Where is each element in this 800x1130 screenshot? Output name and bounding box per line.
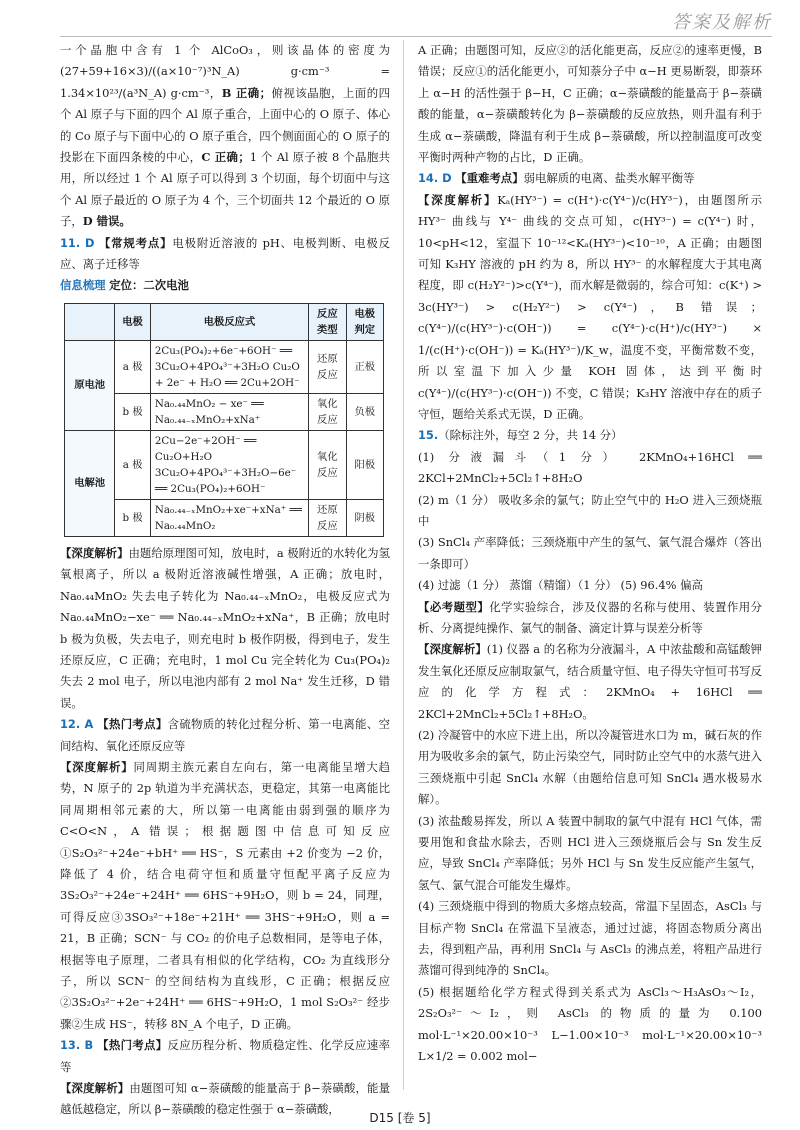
- q13-analysis: 【深度解析】由题图可知 α−萘磺酸的能量高于 β−萘磺酸，能量越低越稳定，所以 β−萘磺酸的稳定性强于 α−萘磺酸，: [60, 1081, 390, 1117]
- q15-topic: 【必考题型】化学实验综合，涉及仪器的名称与使用、装置作用分析、分离提纯操作、氯气的制备、滴定计算与误差分析等: [418, 599, 762, 635]
- q12-analysis: 【深度解析】同周期主族元素自左向右，第一电离能呈增大趋势，N 原子的 2p 轨道为半充满状态，更稳定，其第一电离能比同周期相邻元素的大，所以第一电离能由弱到强的顺序为 C<O<N，A 错误；根据题图中信息可知反应①S₂O₃²⁻+24e⁻+bH⁺ ══ HS⁻，S 元素由 +2 价变为 −2 价，降低了 4 价，结合电荷守恒和质量守恒配平离子反应为 3S₂O₃²⁻+24e⁻+24H⁺ ══ 6HS⁻+9H₂O，则 b = 24，同理，可得反应③3SO₃²⁻+18e⁻+21H⁺ ══ 3HS⁻+9H₂O，则 a = 21，B 正确；SCN⁻ 与 CO₂ 的价电子总数相同，是等电子体，根据等电子原理，二者具有相似的化学结构，CO₂ 为直线形分子，所以 SCN⁻ 的空间结构为直线形，C 正确；根据反应②3S₂O₃²⁻+2e⁻+24H⁺ ══ 6HS⁻+9H₂O，1 mol S₂O₃²⁻ 经步骤②生成 HS⁻，转移 8N_A 个电子，D 正确。: [60, 759, 390, 1031]
- header-rule: [60, 36, 772, 37]
- cell-mode: 原电池: [65, 340, 115, 430]
- cell-electrode: b 极: [115, 393, 151, 430]
- cell-equation: 2Cu₃(PO₄)₂+6e⁻+6OH⁻ ══ 3Cu₂O+4PO₄³⁻+3H₂O Cu₂O + 2e⁻ + H₂O ══ 2Cu+2OH⁻: [150, 340, 308, 393]
- cell-electrode: a 极: [115, 430, 151, 499]
- electrode-reaction-table: [64, 303, 384, 537]
- cell-equation: Na₀.₄₄₋ₓMnO₂+xe⁻+xNa⁺ ══ Na₀.₄₄MnO₂: [150, 499, 308, 536]
- cell-electrode: a 极: [115, 340, 151, 393]
- q15-analysis-4: (4) 三颈烧瓶中得到的物质大多熔点较高，常温下呈固态，AsCl₃ 与目标产物 SnCl₄ 在常温下呈液态，通过过滤，将固态物质分离出去，得到粗产品，再利用 SnCl₄ 与 AsCl₃ 的沸点差，将粗产品进行蒸馏可得到纯净的 SnCl₄。: [418, 899, 762, 978]
- right-column: [418, 40, 762, 1068]
- q15-answer-1: (1) 分液漏斗（1 分） 2KMnO₄+16HCl ══ 2KCl+2MnCl₂+5Cl₂↑+8H₂O: [418, 449, 762, 486]
- q13-continuation: A 正确；由题图可知，反应②的活化能更高，反应②的速率更慢，B 错误；反应①的活化能更小，可知萘分子中 α−H 更易断裂，即萘环上 α−H 的活性强于 β−H，C 正确；α−萘磺酸的能量高于 β−萘磺酸的能量，α−萘磺酸转化为 β−萘磺酸的反应放热，则升温有利于生成 α−萘磺酸，降温有利于生成 β−萘磺酸，所以控制温度可改变平衡时两种产物的占比，D 正确。: [418, 43, 762, 165]
- cell-reaction-type: 还原反应: [309, 340, 346, 393]
- q11-analysis: 【深度解析】由题给原理图可知，放电时，a 极附近的水转化为氢氧根离子，所以 a 极附近溶液碱性增强，A 正确；放电时，Na₀.₄₄MnO₂ 失去电子转化为 Na₀.₄₄₋ₓMnO₂，电极反应式为 Na₀.₄₄MnO₂−xe⁻ ══ Na₀.₄₄₋ₓMnO₂+xNa⁺，B 正确；放电时 b 极为负极，失去电子，则充电时 b 极作阴极，得到电子，发生还原反应，C 正确；充电时，1 mol Cu 完全转化为 Cu₃(PO₄)₂ 失去 2 mol 电子，所以电池内部有 2 mol Na⁺ 发生迁移，D 错误。: [60, 545, 390, 710]
- table-header: 电极反应式: [150, 303, 308, 340]
- q15-answer-4: (4) 过滤（1 分） 蒸馏（精馏）（1 分） (5) 96.4% 偏高: [418, 578, 703, 593]
- q14-heading: 14. D 【重难考点】弱电解质的电离、盐类水解平衡等: [418, 171, 695, 186]
- table-row: [65, 430, 384, 499]
- q12-heading: 12. A 【热门考点】含硫物质的转化过程分析、第一电离能、空间结构、氧化还原反应等: [60, 717, 390, 753]
- cell-polarity: 负极: [346, 393, 383, 430]
- q13-heading: 13. B 【热门考点】反应历程分析、物质稳定性、化学反应速率等: [60, 1038, 390, 1074]
- cell-equation: Na₀.₄₄MnO₂ − xe⁻ ══ Na₀.₄₄₋ₓMnO₂+xNa⁺: [150, 393, 308, 430]
- cell-equation: 2Cu−2e⁻+2OH⁻ ══ Cu₂O+H₂O 3Cu₂O+4PO₄³⁻+3H₂O−6e⁻ ══ 2Cu₃(PO₄)₂+6OH⁻: [150, 430, 308, 499]
- header-title: 答案及解析: [672, 12, 772, 33]
- table-header: 电极判定: [346, 303, 383, 340]
- table-header: [65, 303, 115, 340]
- q15-heading: 15.（除标注外，每空 2 分，共 14 分）: [418, 428, 623, 443]
- cell-reaction-type: 氧化反应: [309, 393, 346, 430]
- cell-polarity: 阴极: [346, 499, 383, 536]
- q14-analysis: 【深度解析】Kₐ(HY³⁻) = c(H⁺)·c(Y⁴⁻)/c(HY³⁻)，由题图所示 HY³⁻ 曲线与 Y⁴⁻ 曲线的交点可知，c(HY³⁻) = c(Y⁴⁻) 时，10<pH<12，室温下 10⁻¹²<Kₐ(HY³⁻)<10⁻¹⁰，A 正确；由题图可知 K₃HY 溶液的 pH 约为 8，所以 HY³⁻ 的水解程度大于其电离程度，即 c(H₂Y²⁻)>c(Y⁴⁻)，而水解是微弱的，综合可知：c(K⁺) > 3c(HY³⁻) > c(H₂Y²⁻) > c(Y⁴⁻)，B 错误；c(Y⁴⁻)/(c(HY³⁻)·c(OH⁻)) = c(Y⁴⁻)·c(H⁺)/c(HY³⁻) × 1/(c(H⁺)·c(OH⁻)) = Kₐ(HY³⁻)/K_w，温度不变，平衡常数不变，所以室温下加入少量 KOH 固体，达到平衡时 c(Y⁴⁻)/(c(HY³⁻)·c(OH⁻)) 不变，C 错误；K₃HY 溶液中存在的质子守恒，题给关系式无误，D 正确。: [418, 192, 762, 421]
- q10-continuation: 一个晶胞中含有 1 个 AlCoO₃，则该晶体的密度为 (27+59+16×3)/((a×10⁻⁷)³N_A) g·cm⁻³ = 1.34×10²³/(a³N_A) g·cm⁻³，B 正确；俯视该晶胞，上面的四个 Al 原子与下面的四个 Al 原子重合，上面中心的 O 原子、体心的 Co 原子与下面中心的 O 原子重合，四个侧面面心的 O 原子的投影在下面四条棱的中心，C 正确；1 个 Al 原子被 8 个晶胞共用，所以经过 1 个 Al 原子可以得到 3 个切面，每个切面中与这个 Al 原子最近的 O 原子为 4 个，三个切面共 12 个最近的 O 原子，D 错误。: [60, 43, 391, 229]
- left-column: [60, 40, 390, 1121]
- table-header: 反应类型: [309, 303, 346, 340]
- table-header: 电极: [115, 303, 151, 340]
- q15-analysis-2: (2) 冷凝管中的水应下进上出，所以冷凝管进水口为 m，碱石灰的作用为吸收多余的氯气，防止污染空气，同时防止空气中的水蒸气进入三颈烧瓶中引起 SnCl₄ 水解（由题给信息可知 SnCl₄ 遇水极易水解）。: [418, 728, 762, 807]
- cell-reaction-type: 氧化反应: [309, 430, 346, 499]
- q15-analysis-1: 【深度解析】(1) 仪器 a 的名称为分液漏斗，A 中浓盐酸和高锰酸钾发生氧化还原反应制取氯气，结合质量守恒、电子得失守恒可书写反应的化学方程式：2KMnO₄ + 16HCl ══ 2KCl+2MnCl₂+5Cl₂↑+8H₂O。: [418, 642, 762, 721]
- cell-electrode: b 极: [115, 499, 151, 536]
- info-section: [60, 275, 390, 296]
- info-label: 信息梳理: [60, 278, 106, 293]
- cell-polarity: 阳极: [346, 430, 383, 499]
- info-position: 定位：二次电池: [109, 278, 189, 293]
- q15-analysis-5: (5) 根据题给化学方程式得到关系式为 AsCl₃～H₃AsO₃～I₂，2S₂O₃²⁻～I₂，则 AsCl₃ 的物质的量为 0.100 mol·L⁻¹×20.00×10⁻³ L−1.00×10⁻³ mol·L⁻¹×20.00×10⁻³ L×1/2 = 0.002 mol−: [418, 984, 762, 1064]
- cell-mode: 电解池: [65, 430, 115, 536]
- q15-answer-2: (2) m（1 分） 吸收多余的氯气；防止空气中的 H₂O 进入三颈烧瓶中: [418, 492, 762, 528]
- q15-analysis-3: (3) 浓盐酸易挥发，所以 A 装置中制取的氯气中混有 HCl 气体，需要用饱和食盐水除去，否则 HCl 进入三颈烧瓶后会与 Sn 发生反应，导致 SnCl₄ 产率降低；另外 HCl 与 Sn 发生反应能产生氢气，氢气、氯气混合可能发生爆炸。: [418, 813, 762, 892]
- q11-heading: 11. D 【常规考点】电极附近溶液的 pH、电极判断、电极反应、离子迁移等: [60, 235, 390, 272]
- cell-reaction-type: 还原反应: [309, 499, 346, 536]
- column-divider: [403, 40, 404, 1090]
- q15-answer-3: (3) SnCl₄ 产率降低；三颈烧瓶中产生的氢气、氯气混合爆炸（答出一条即可）: [418, 535, 762, 571]
- cell-polarity: 正极: [346, 340, 383, 393]
- table-row: [65, 340, 384, 393]
- page-number: D15 [卷 5]: [369, 1111, 431, 1125]
